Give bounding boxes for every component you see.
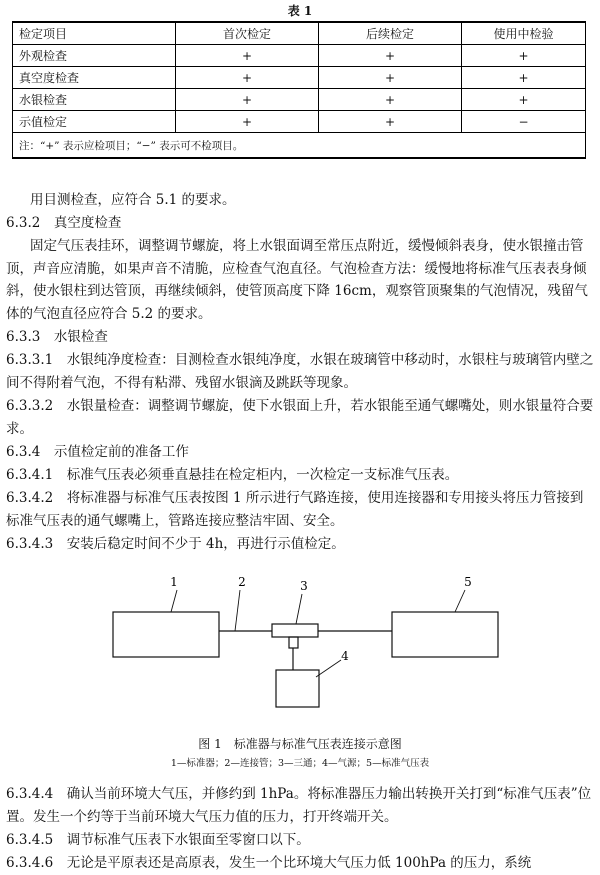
paragraph-6-3-4-1: 6.3.4.1 标准气压表必须垂直悬挂在检定柜内，一次检定一支标准气压表。 — [6, 467, 459, 483]
row-subsequent: + — [319, 67, 462, 89]
leader-3 — [296, 594, 302, 624]
row-item: 水银检查 — [13, 89, 176, 111]
row-in-use: + — [462, 89, 586, 111]
paragraph-6-3-3-1: 6.3.3.1 水银纯净度检查：目测检查水银纯净度，水银在玻璃管中移动时，水银柱与玻璃管内壁之间不得附着气泡，不得有粘滞、残留水银滴及跳跃等现象。 — [6, 352, 594, 391]
heading-6-3-3: 6.3.3 水银检查 — [6, 329, 108, 345]
row-first: + — [176, 45, 319, 67]
leader-1 — [171, 590, 177, 612]
standard-device-box — [113, 612, 219, 657]
tee-body — [272, 624, 318, 637]
row-item: 真空度检查 — [13, 67, 176, 89]
row-first: + — [176, 89, 319, 111]
row-subsequent: + — [319, 89, 462, 111]
header-in-use: 使用中检验 — [462, 22, 586, 45]
leader-4 — [316, 660, 341, 677]
row-subsequent: + — [319, 45, 462, 67]
row-item: 示值检定 — [13, 111, 176, 133]
row-subsequent: + — [319, 111, 462, 133]
table-row — [13, 45, 586, 67]
row-in-use: − — [462, 111, 586, 133]
row-first: + — [176, 67, 319, 89]
table-row — [13, 89, 586, 111]
table-row — [13, 67, 586, 89]
header-subsequent: 后续检定 — [319, 22, 462, 45]
paragraph-6-3-3-2: 6.3.3.2 水银量检查：调整调节螺旋，使下水银面上升，若水银能至通气螺嘴处，则水银量符合要求。 — [6, 398, 594, 437]
paragraph-6-3-4-4: 6.3.4.4 确认当前环境大气压，并修约到 1hPa。将标准器压力输出转换开关打到“标准气压表”位置。发生一个约等于当前环境大气压力值的压力，打开终端开关。 — [6, 786, 592, 825]
label-4: 4 — [341, 649, 349, 663]
row-item: 外观检查 — [13, 45, 176, 67]
table-header-row — [13, 22, 586, 45]
leader-2 — [235, 590, 240, 631]
paragraph-6-3-4-3: 6.3.4.3 安装后稳定时间不少于 4h，再进行示值检定。 — [6, 536, 345, 552]
row-in-use: + — [462, 45, 586, 67]
gas-source-box — [276, 670, 319, 707]
leader-5 — [455, 590, 465, 612]
table-caption: 表 1 — [287, 4, 313, 18]
label-1: 1 — [170, 575, 178, 589]
figure-legend: 1—标准器；2—连接管；3—三通；4—气源；5—标准气压表 — [170, 758, 430, 769]
header-first: 首次检定 — [176, 22, 319, 45]
standard-barometer-box — [392, 612, 498, 657]
paragraph-vacuum-check: 固定气压表挂环，调整调节螺旋，将上水银面调至常压点附近，缓慢倾斜表身，使水银撞击管顶，声音应清脆，如果声音不清脆，应检查气泡直径。气泡检查方法：缓慢地将标准气压表表身倾斜，使水银柱到达管顶，再继续倾斜，使管顶高度下降 16cm，观察管顶聚集的气泡情况，残留气体的气泡直径应符合 5.2 的要求。 — [6, 238, 588, 322]
table-row — [13, 111, 586, 133]
tee-stem — [289, 637, 298, 648]
table-note: 注：“+” 表示应检项目；“−” 表示可不检项目。 — [13, 133, 586, 159]
label-5: 5 — [464, 575, 472, 589]
table-note-row — [13, 133, 586, 159]
row-in-use: + — [462, 67, 586, 89]
heading-6-3-2: 6.3.2 真空度检查 — [6, 215, 122, 231]
connection-diagram — [100, 566, 520, 716]
header-item: 检定项目 — [13, 22, 176, 45]
figure-title: 图 1 标准器与标准气压表连接示意图 — [198, 737, 402, 751]
paragraph-visual-check: 用目测检查，应符合 5.1 的要求。 — [30, 192, 236, 208]
label-2: 2 — [238, 575, 246, 589]
row-first: + — [176, 111, 319, 133]
label-3: 3 — [300, 579, 308, 593]
paragraph-6-3-4-5: 6.3.4.5 调节标准气压表下水银面至零窗口以下。 — [6, 832, 310, 848]
paragraph-6-3-4-2: 6.3.4.2 将标准器与标准气压表按图 1 所示进行气路连接，使用连接器和专用接头将压力管接到标准气压表的通气螺嘴上，管路连接应整洁牢固、安全。 — [6, 490, 584, 529]
heading-6-3-4: 6.3.4 示值检定前的准备工作 — [6, 444, 189, 460]
inspection-items-table — [12, 21, 586, 159]
paragraph-6-3-4-6: 6.3.4.6 无论是平原表还是高原表，发生一个比环境大气压力低 100hPa 的压力，系统 — [6, 855, 532, 871]
